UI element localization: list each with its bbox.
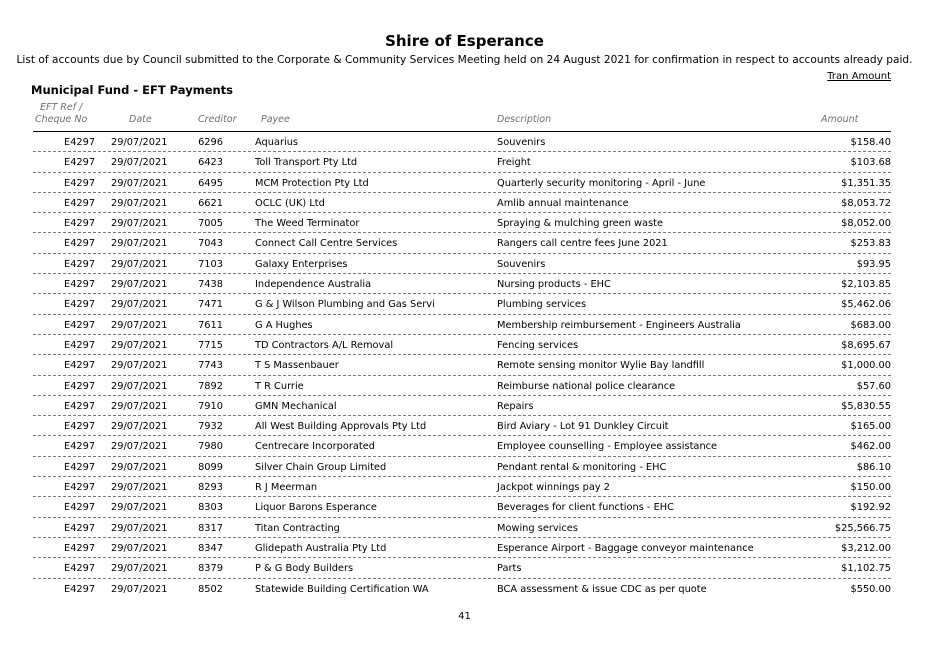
cell-date: 29/07/2021 (111, 218, 168, 230)
cell-description: Spraying & mulching green waste (497, 218, 664, 230)
cell-amount: $1,351.35 (841, 177, 891, 189)
table-row (33, 254, 891, 274)
cell-creditor: 6423 (198, 157, 223, 169)
cell-creditor: 7932 (198, 421, 223, 433)
cell-payee: Aquarius (255, 137, 299, 148)
cell-date: 29/07/2021 (111, 137, 168, 148)
cell-creditor: 7103 (198, 258, 223, 270)
cell-creditor: 7611 (198, 319, 223, 331)
cell-creditor: 6495 (198, 177, 223, 189)
cell-ref: E4297 (64, 400, 96, 412)
cell-description: Reimburse national police clearance (497, 380, 676, 392)
table-header (0, 102, 929, 132)
cell-amount: $103.68 (850, 157, 891, 169)
table-row (33, 274, 891, 294)
cell-amount: $550.00 (850, 583, 891, 595)
cell-payee: Independence Australia (255, 279, 372, 291)
table-row (33, 355, 891, 375)
cell-creditor: 8317 (198, 522, 223, 534)
cell-description: Jackpot winnings pay 2 (497, 482, 611, 494)
cell-ref: E4297 (64, 360, 96, 372)
cell-description: Amlib annual maintenance (497, 197, 629, 209)
table-row (33, 436, 891, 456)
cell-ref: E4297 (64, 258, 96, 270)
cell-description: Parts (497, 563, 522, 575)
table-row (33, 477, 891, 497)
cell-payee: Titan Contracting (255, 522, 340, 534)
cell-ref: E4297 (64, 461, 96, 473)
cell-amount: $8,695.67 (841, 339, 891, 351)
cell-date: 29/07/2021 (111, 157, 168, 169)
cell-description: Employee counselling - Employee assistance (497, 441, 718, 453)
cell-payee: TD Contractors A/L Removal (255, 339, 394, 351)
cell-ref: E4297 (64, 279, 96, 291)
cell-date: 29/07/2021 (111, 197, 168, 209)
cell-amount: $5,462.06 (841, 299, 891, 311)
cell-description: Freight (497, 157, 531, 169)
cell-payee: All West Building Approvals Pty Ltd (255, 421, 427, 433)
cell-description: Nursing products - EHC (497, 279, 611, 291)
cell-date: 29/07/2021 (111, 238, 168, 250)
cell-ref: E4297 (64, 542, 96, 554)
cell-payee: MCM Protection Pty Ltd (255, 177, 369, 189)
cell-amount: $8,053.72 (841, 197, 891, 209)
cell-amount: $5,830.55 (841, 400, 891, 412)
table-row (33, 173, 891, 193)
cell-description: Pendant rental & monitoring - EHC (497, 461, 667, 473)
cell-payee: Silver Chain Group Limited (255, 461, 387, 473)
table-row (33, 376, 891, 396)
cell-payee: Toll Transport Pty Ltd (255, 157, 358, 169)
table-row (33, 538, 891, 558)
cell-creditor: 6621 (198, 197, 223, 209)
cell-date: 29/07/2021 (111, 502, 168, 514)
cell-description: Souvenirs (497, 258, 546, 270)
cell-payee: G & J Wilson Plumbing and Gas Servi (255, 299, 435, 311)
cell-date: 29/07/2021 (111, 299, 168, 311)
table-row (33, 457, 891, 477)
cell-payee: Galaxy Enterprises (255, 258, 348, 270)
table-row (33, 213, 891, 233)
cell-ref: E4297 (64, 441, 96, 453)
cell-ref: E4297 (64, 421, 96, 433)
cell-payee: R J Meerman (255, 482, 318, 494)
cell-date: 29/07/2021 (111, 441, 168, 453)
cell-creditor: 7980 (198, 441, 223, 453)
cell-description: Mowing services (497, 522, 578, 534)
cell-date: 29/07/2021 (111, 421, 168, 433)
cell-creditor: 8379 (198, 563, 223, 575)
cell-payee: Connect Call Centre Services (255, 238, 398, 250)
header-payee: Payee (261, 114, 290, 125)
table-row (33, 315, 891, 335)
cell-amount: $253.83 (850, 238, 891, 250)
cell-date: 29/07/2021 (111, 522, 168, 534)
table-row (33, 132, 891, 152)
cell-amount: $192.92 (850, 502, 891, 514)
cell-date: 29/07/2021 (111, 279, 168, 291)
cell-description: Plumbing services (497, 299, 587, 311)
cell-creditor: 7892 (198, 380, 223, 392)
cell-amount: $86.10 (856, 461, 891, 473)
cell-description: Rangers call centre fees June 2021 (497, 238, 668, 250)
table-row (33, 558, 891, 578)
cell-description: Souvenirs (497, 137, 546, 148)
cell-creditor: 8293 (198, 482, 223, 494)
table-body (0, 132, 929, 598)
cell-ref: E4297 (64, 482, 96, 494)
cell-payee: Statewide Building Certification WA (255, 583, 429, 595)
header-ref-line2: Cheque No (35, 114, 88, 125)
cell-amount: $1,102.75 (841, 563, 891, 575)
cell-ref: E4297 (64, 339, 96, 351)
cell-creditor: 7438 (198, 279, 223, 291)
cell-payee: G A Hughes (255, 319, 313, 331)
header-amount: Amount (821, 114, 859, 125)
page-subtitle: List of accounts due by Council submitted to the Corporate & Community Services Meeting held on 24 August 2021 for confirmation in respect to accounts already paid. (16, 54, 913, 66)
cell-description: Esperance Airport - Baggage conveyor maintenance (497, 542, 754, 554)
cell-description: Fencing services (497, 339, 579, 351)
cell-amount: $2,103.85 (841, 279, 891, 291)
cell-amount: $93.95 (856, 258, 891, 270)
cell-date: 29/07/2021 (111, 563, 168, 575)
cell-date: 29/07/2021 (111, 380, 168, 392)
table-row (33, 335, 891, 355)
cell-description: Membership reimbursement - Engineers Australia (497, 319, 741, 331)
cell-description: Remote sensing monitor Wylie Bay landfill (497, 360, 705, 372)
tran-amount-label: Tran Amount (827, 71, 891, 82)
table-row (33, 518, 891, 538)
table-row (33, 396, 891, 416)
table-row (33, 579, 891, 598)
table-row (33, 416, 891, 436)
cell-creditor: 7715 (198, 339, 223, 351)
cell-ref: E4297 (64, 137, 96, 148)
cell-payee: GMN Mechanical (255, 400, 337, 412)
cell-amount: $25,566.75 (834, 522, 891, 534)
cell-payee: Centrecare Incorporated (255, 441, 375, 453)
cell-date: 29/07/2021 (111, 400, 168, 412)
table-row (33, 193, 891, 213)
cell-ref: E4297 (64, 177, 96, 189)
cell-amount: $683.00 (850, 319, 891, 331)
cell-date: 29/07/2021 (111, 319, 168, 331)
cell-payee: T S Massenbauer (255, 360, 339, 372)
header-ref-line1: EFT Ref / (40, 102, 83, 113)
table-row (33, 497, 891, 517)
cell-creditor: 8303 (198, 502, 223, 514)
cell-ref: E4297 (64, 197, 96, 209)
cell-description: Quarterly security monitoring - April - June (497, 177, 706, 189)
cell-date: 29/07/2021 (111, 258, 168, 270)
header-description: Description (497, 114, 552, 125)
cell-date: 29/07/2021 (111, 177, 168, 189)
cell-ref: E4297 (64, 218, 96, 230)
page-title: Shire of Esperance (385, 32, 544, 50)
cell-creditor: 7910 (198, 400, 223, 412)
cell-ref: E4297 (64, 522, 96, 534)
cell-description: BCA assessment & issue CDC as per quote (497, 583, 707, 595)
cell-amount: $57.60 (856, 380, 891, 392)
cell-description: Bird Aviary - Lot 91 Dunkley Circuit (497, 421, 669, 433)
header-creditor: Creditor (198, 114, 237, 125)
cell-ref: E4297 (64, 319, 96, 331)
cell-amount: $158.40 (850, 137, 891, 148)
cell-date: 29/07/2021 (111, 482, 168, 494)
cell-date: 29/07/2021 (111, 583, 168, 595)
table-row (33, 294, 891, 314)
cell-creditor: 7471 (198, 299, 223, 311)
cell-payee: Glidepath Australia Pty Ltd (255, 542, 387, 554)
cell-ref: E4297 (64, 502, 96, 514)
cell-ref: E4297 (64, 563, 96, 575)
cell-creditor: 7005 (198, 218, 223, 230)
cell-creditor: 6296 (198, 137, 223, 148)
page-number: 41 (458, 611, 471, 622)
cell-creditor: 8347 (198, 542, 223, 554)
cell-creditor: 8099 (198, 461, 223, 473)
cell-amount: $3,212.00 (841, 542, 891, 554)
cell-date: 29/07/2021 (111, 542, 168, 554)
cell-date: 29/07/2021 (111, 461, 168, 473)
cell-amount: $150.00 (850, 482, 891, 494)
cell-date: 29/07/2021 (111, 360, 168, 372)
cell-ref: E4297 (64, 299, 96, 311)
cell-payee: P & G Body Builders (255, 563, 354, 575)
section-title: Municipal Fund - EFT Payments (31, 83, 234, 97)
cell-description: Repairs (497, 400, 534, 412)
cell-ref: E4297 (64, 380, 96, 392)
cell-creditor: 7743 (198, 360, 223, 372)
cell-payee: The Weed Terminator (255, 218, 360, 230)
cell-date: 29/07/2021 (111, 339, 168, 351)
table-row (33, 233, 891, 253)
cell-ref: E4297 (64, 238, 96, 250)
cell-ref: E4297 (64, 583, 96, 595)
cell-payee: Liquor Barons Esperance (255, 502, 377, 514)
cell-amount: $1,000.00 (841, 360, 891, 372)
cell-amount: $165.00 (850, 421, 891, 433)
cell-amount: $462.00 (850, 441, 891, 453)
cell-payee: T R Currie (255, 380, 304, 392)
cell-description: Beverages for client functions - EHC (497, 502, 674, 514)
cell-ref: E4297 (64, 157, 96, 169)
header-date: Date (129, 114, 152, 125)
cell-amount: $8,052.00 (841, 218, 891, 230)
cell-payee: OCLC (UK) Ltd (255, 197, 325, 209)
cell-creditor: 7043 (198, 238, 223, 250)
table-row (33, 152, 891, 172)
cell-creditor: 8502 (198, 583, 223, 595)
